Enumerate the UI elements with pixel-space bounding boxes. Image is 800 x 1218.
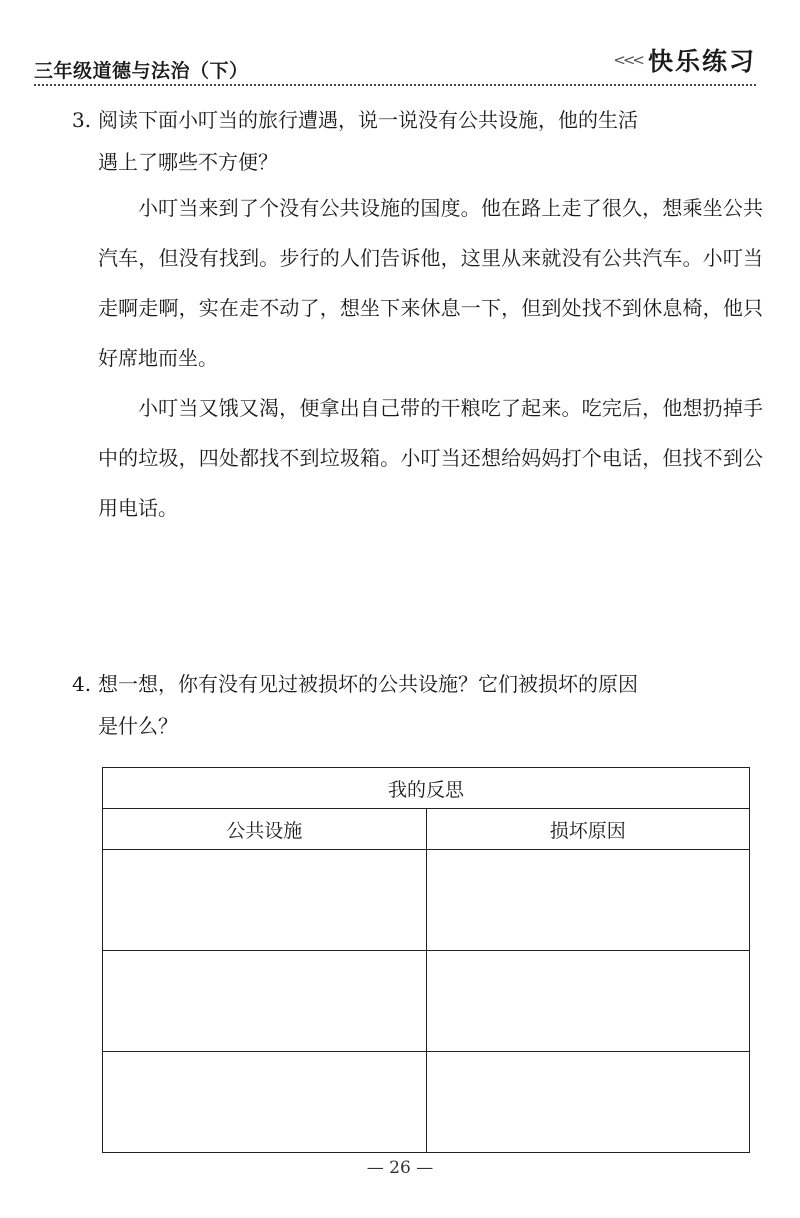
- question-3-number: 3.: [72, 108, 92, 132]
- question-4-line-1: [72, 663, 762, 705]
- brand: [613, 42, 756, 78]
- reason-answer-cell[interactable]: [426, 1052, 750, 1153]
- question-4-number: 4.: [72, 672, 92, 696]
- reason-answer-cell[interactable]: [426, 850, 750, 951]
- column-header-reason: 损坏原因: [426, 809, 750, 850]
- book-title: 三年级道德与法治（下）: [34, 60, 249, 82]
- table-row: [103, 1052, 750, 1153]
- question-3-line-1: [72, 99, 762, 141]
- story-paragraph-2: 小叮当又饿又渴，便拿出自己带的干粮吃了起来。吃完后，他想扔掉手中的垃圾，四处都找不到垃圾箱。小叮当还想给妈妈打个电话，但找不到公用电话。: [98, 396, 763, 520]
- facility-answer-cell[interactable]: [103, 1052, 427, 1153]
- table-row: [103, 850, 750, 951]
- header-divider: [34, 84, 756, 86]
- reflection-table-wrap: [102, 767, 750, 1153]
- page-number: — 26 —: [366, 1158, 434, 1178]
- table-caption: 我的反思: [103, 768, 750, 809]
- question-3: [72, 99, 762, 183]
- table-caption-row: [103, 768, 750, 809]
- reason-answer-cell[interactable]: [426, 951, 750, 1052]
- facility-answer-cell[interactable]: [103, 850, 427, 951]
- page-header: [34, 42, 756, 90]
- story-passage: [98, 183, 763, 533]
- facility-answer-cell[interactable]: [103, 951, 427, 1052]
- story-paragraph-1: 小叮当来到了个没有公共设施的国度。他在路上走了很久，想乘坐公共汽车，但没有找到。步行的人们告诉他，这里从来就没有公共汽车。小叮当走啊走啊，实在走不动了，想坐下来休息一下，但到处找不到休息椅，他只好席地而坐。: [98, 196, 763, 370]
- column-header-facility: 公共设施: [103, 809, 427, 850]
- question-4-text-1: 想一想，你有没有见过被损坏的公共设施？它们被损坏的原因: [98, 672, 638, 696]
- brand-title: 快乐练习: [647, 47, 756, 76]
- question-4: [72, 663, 762, 747]
- reflection-table: [102, 767, 750, 1153]
- table-header-row: [103, 809, 750, 850]
- chevron-left-icon: <<<: [613, 51, 642, 69]
- question-4-line-2: 是什么？: [98, 714, 178, 738]
- question-3-text-1: 阅读下面小叮当的旅行遭遇，说一说没有公共设施，他的生活: [98, 108, 638, 132]
- question-3-line-2: 遇上了哪些不方便？: [98, 150, 278, 174]
- table-row: [103, 951, 750, 1052]
